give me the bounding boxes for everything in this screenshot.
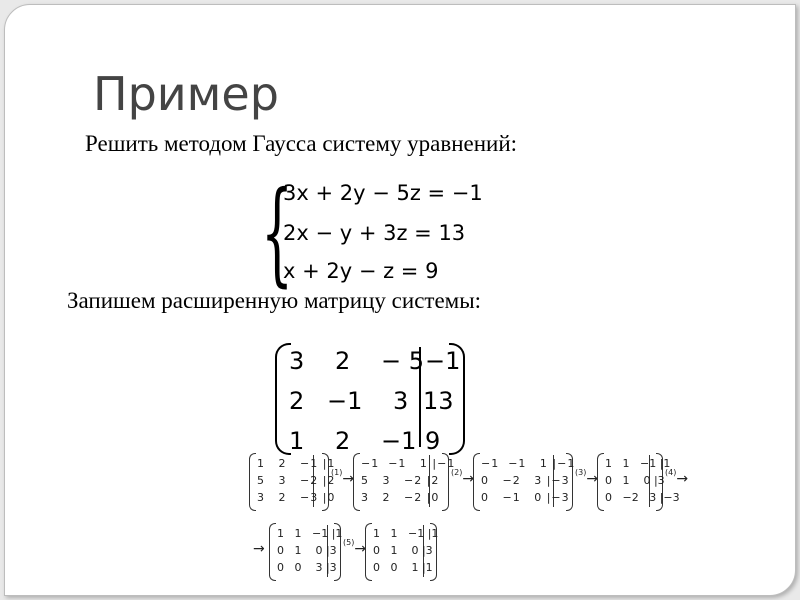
step-matrix-6: 1 1 −1 |1 0 1 0 |3 0 0 1 |1 — [365, 523, 437, 581]
step-matrix-4: 1 1 −1 |1 0 1 0 |3 0 −2 3 |−3 — [597, 453, 663, 511]
step-matrix-3: −1 −1 1 |−1 0 −2 3 |−3 0 −1 0 |−3 — [473, 453, 573, 511]
matrix-cell: 13 — [423, 387, 454, 415]
matrix-cell: −1 — [381, 427, 417, 455]
intro-text: Запишем расширенную матрицу системы: — [67, 288, 482, 313]
equation-2: 2x − y + 3z = 13 — [283, 221, 466, 245]
matrix-cell: 1 — [289, 427, 305, 455]
task-text: Решить методом Гаусса систему уравнений: — [85, 131, 518, 156]
matrix-cell: 3 — [289, 347, 305, 375]
matrix-cell: −1 — [327, 387, 363, 415]
slide — [4, 4, 796, 596]
step-matrix-5: 1 1 −1 |1 0 1 0 |3 0 0 3 |3 — [269, 523, 341, 581]
system-brace: { — [261, 168, 294, 298]
matrix-cell: 3 — [393, 387, 409, 415]
step-arrow-4: $^{(4)}$→ — [665, 468, 689, 487]
matrix-cell: 2 — [335, 347, 351, 375]
equation-1: 3x + 2y − 5z = −1 — [283, 181, 483, 205]
matrix-cell: − 5 — [381, 347, 425, 375]
equation-3: x + 2y − z = 9 — [283, 259, 439, 283]
step-arrow-2: $^{(2)}$→ — [451, 468, 475, 487]
matrix-cell: 2 — [335, 427, 351, 455]
augmented-matrix — [275, 343, 465, 455]
step-matrix-2: −1 −1 1 |−1 5 3 −2 |2 3 2 −2 |0 — [353, 453, 449, 511]
step-arrow-5: $^{(5)}$→ — [343, 538, 367, 557]
slide-title: Пример — [93, 67, 279, 121]
matrix-cell: 2 — [289, 387, 305, 415]
step-matrix-1: 1 2 −1 |1 5 3 −2 |2 3 2 −3 |0 — [249, 453, 329, 511]
step-arrow-start: → — [253, 541, 265, 557]
step-arrow-3: $^{(3)}$→ — [575, 468, 599, 487]
matrix-cell: 9 — [425, 427, 441, 455]
matrix-cell: −1 — [425, 347, 461, 375]
step-arrow-1: $^{(1)}$→ — [331, 468, 355, 487]
